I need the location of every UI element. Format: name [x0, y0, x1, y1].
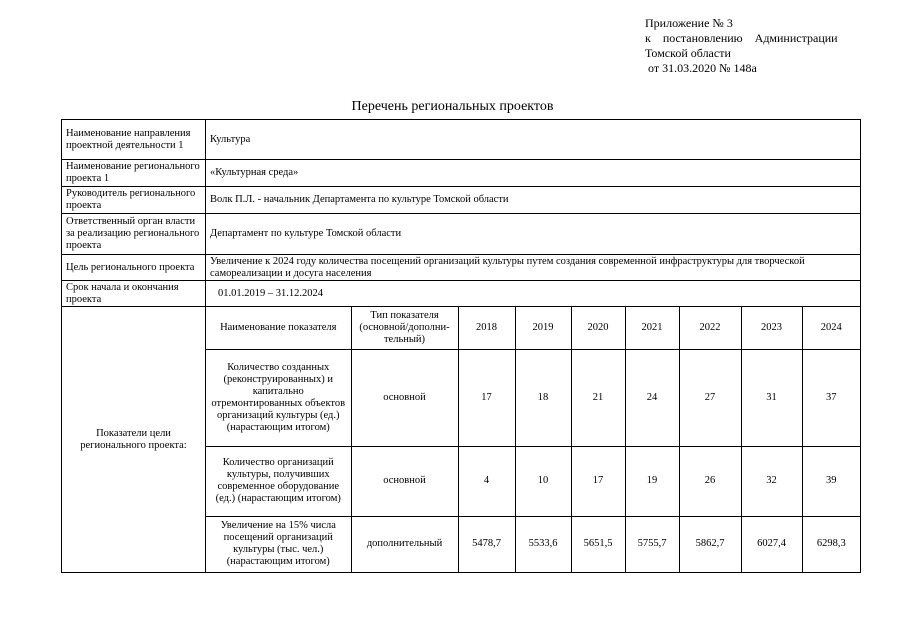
indicator-value: 17	[571, 446, 625, 516]
row-value: Волк П.Л. - начальник Департамента по культуре Томской области	[206, 187, 861, 214]
header-year: 2021	[625, 307, 679, 349]
indicator-value: 21	[571, 349, 625, 446]
projects-table	[61, 119, 861, 573]
row-label: Руководитель регионального проекта	[62, 187, 206, 214]
row-label: Срок начала и окончания проекта	[62, 281, 206, 307]
indicator-value: 5478,7	[458, 516, 515, 572]
header-year: 2019	[515, 307, 571, 349]
header-year: 2024	[802, 307, 860, 349]
row-value: Культура	[206, 120, 861, 160]
header-year: 2020	[571, 307, 625, 349]
indicator-value: 6027,4	[741, 516, 802, 572]
indicator-name: Количество организаций культуры, получивших современное оборудование (ед.) (нарастающим итогом)	[206, 446, 351, 516]
table-row	[62, 255, 861, 281]
indicator-value: 10	[515, 446, 571, 516]
appendix-line: от 31.03.2020 № 148а	[648, 61, 757, 75]
indicators-cell	[206, 307, 861, 573]
indicator-value: 27	[679, 349, 741, 446]
indicator-value: 5755,7	[625, 516, 679, 572]
row-value: Департамент по культуре Томской области	[206, 214, 861, 255]
indicator-type: основной	[351, 446, 458, 516]
indicator-type: основной	[351, 349, 458, 446]
indicator-value: 37	[802, 349, 860, 446]
header-name: Наименование показателя	[206, 307, 351, 349]
document-title: Перечень региональных проектов	[351, 99, 554, 114]
indicator-value: 4	[458, 446, 515, 516]
table-row	[206, 446, 860, 516]
table-row	[62, 281, 861, 307]
header-year: 2023	[741, 307, 802, 349]
header-year: 2018	[458, 307, 515, 349]
indicator-value: 39	[802, 446, 860, 516]
row-value: 01.01.2019 – 31.12.2024	[206, 281, 861, 307]
table-row	[62, 187, 861, 214]
indicator-name: Количество созданных (реконструированных) и капитально отремонтированных объектов организаций культуры (ед.) (нарастающим итогом)	[206, 349, 351, 446]
row-label: Ответственный орган власти за реализацию регионального проекта	[62, 214, 206, 255]
indicator-value: 26	[679, 446, 741, 516]
table-row	[206, 516, 860, 572]
table-row	[62, 160, 861, 187]
row-label: Наименование регионального проекта 1	[62, 160, 206, 187]
row-value: Увеличение к 2024 году количества посещений организаций культуры путем создания современной инфраструктуры для творческой самореализации и досуга населения	[206, 255, 861, 281]
row-label: Цель регионального проекта	[62, 255, 206, 281]
indicator-value: 5651,5	[571, 516, 625, 572]
indicator-value: 5533,6	[515, 516, 571, 572]
table-row	[62, 120, 861, 160]
indicators-header-row	[206, 307, 860, 349]
indicator-name: Увеличение на 15% числа посещений организаций культуры (тыс. чел.) (нарастающим итогом)	[206, 516, 351, 572]
indicator-value: 18	[515, 349, 571, 446]
row-label: Наименование направления проектной деятельности 1	[62, 120, 206, 160]
indicators-table	[206, 307, 860, 572]
indicator-value: 6298,3	[802, 516, 860, 572]
indicator-value: 17	[458, 349, 515, 446]
indicator-value: 24	[625, 349, 679, 446]
appendix-line: к постановлению Администрации	[645, 31, 838, 45]
header-type: Тип показателя (основной/дополни-тельный)	[351, 307, 458, 349]
appendix-line: Томской области	[645, 46, 731, 60]
indicator-type: дополнительный	[351, 516, 458, 572]
table-row	[206, 349, 860, 446]
indicator-value: 31	[741, 349, 802, 446]
indicator-value: 19	[625, 446, 679, 516]
indicators-row	[62, 307, 861, 573]
indicator-value: 32	[741, 446, 802, 516]
appendix-header	[645, 16, 860, 76]
appendix-line: Приложение № 3	[645, 16, 733, 30]
table-row	[62, 214, 861, 255]
row-value: «Культурная среда»	[206, 160, 861, 187]
indicators-label: Показатели цели регионального проекта:	[62, 307, 206, 573]
indicator-value: 5862,7	[679, 516, 741, 572]
header-year: 2022	[679, 307, 741, 349]
